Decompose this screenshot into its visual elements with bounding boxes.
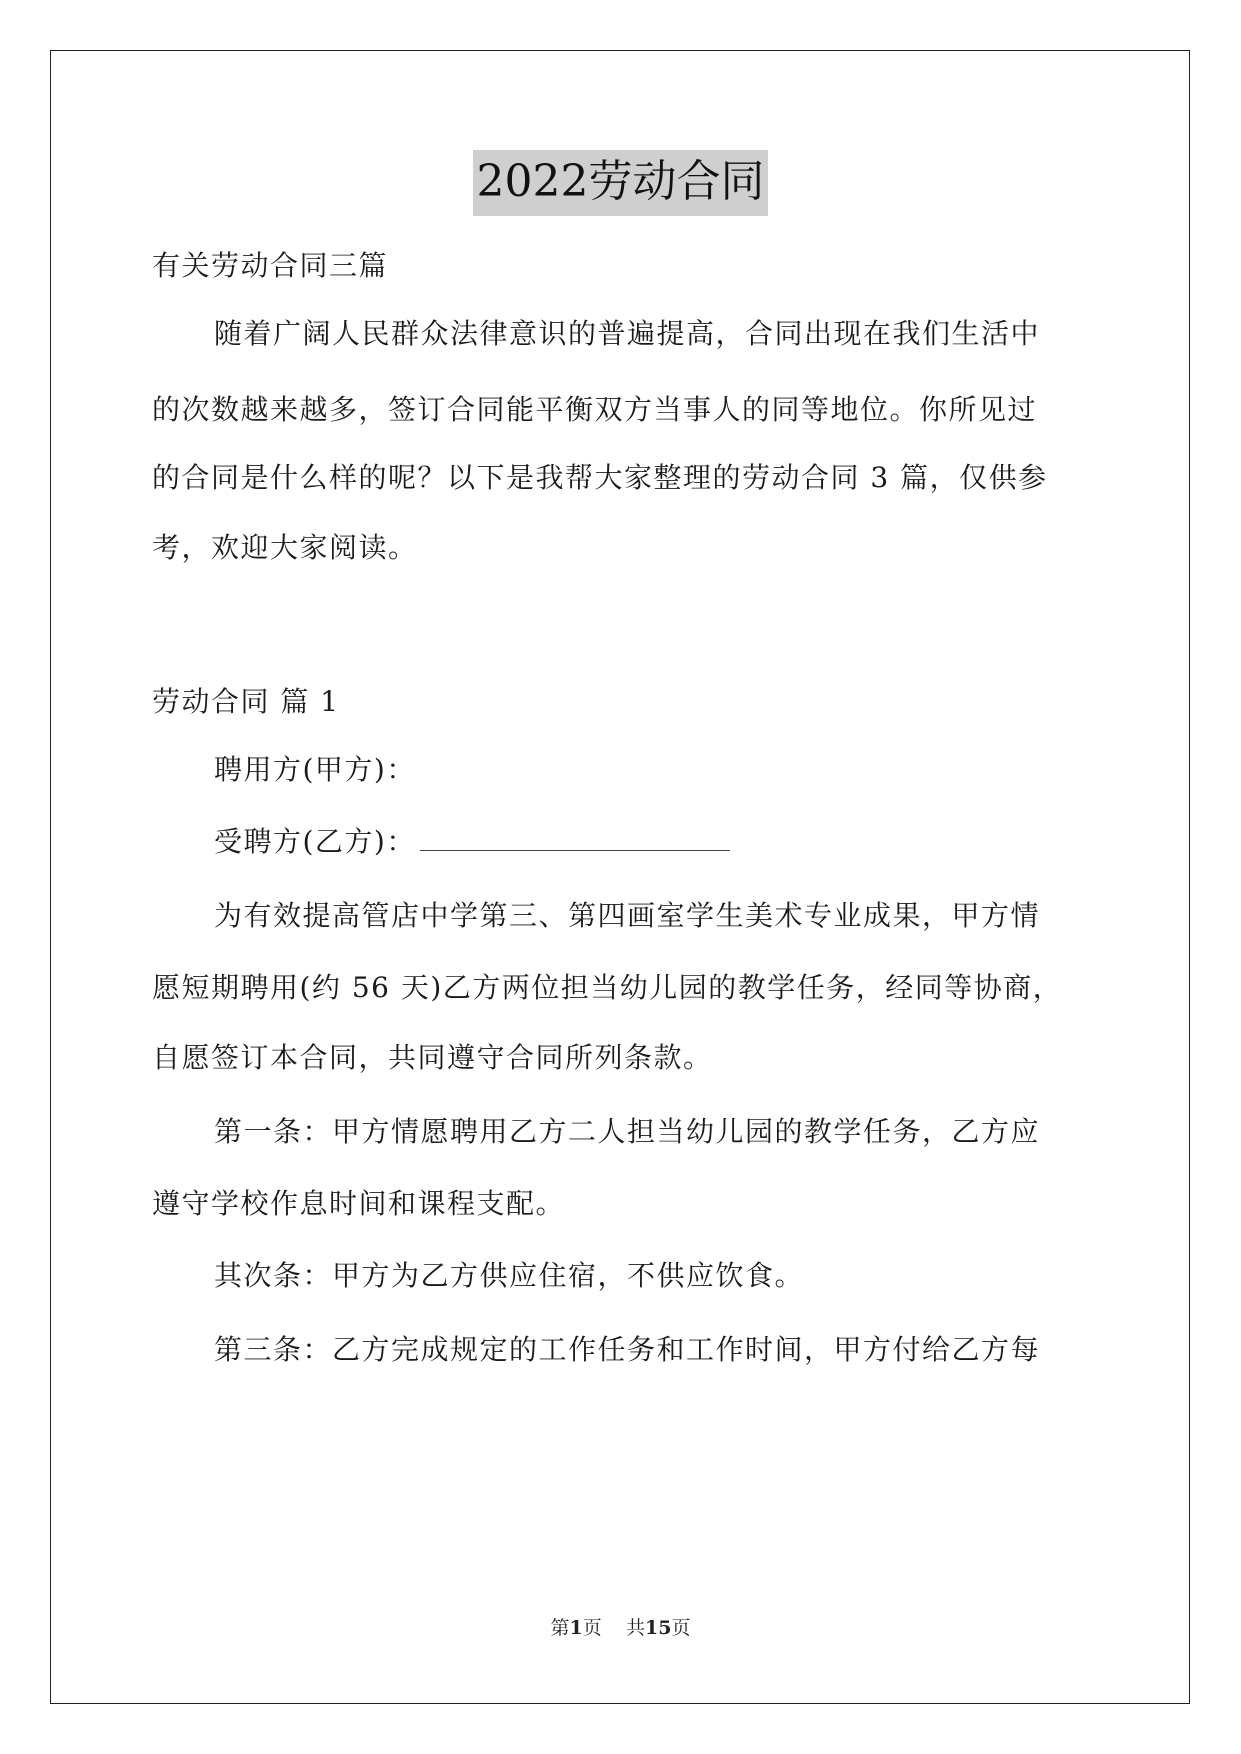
- document-title: 2022劳动合同: [473, 150, 769, 216]
- employee-line: [214, 824, 1154, 860]
- employee-label: 受聘方(乙方)：: [214, 825, 416, 858]
- intro-line-1: 随着广阔人民群众法律意识的普遍提高，合同出现在我们生活中: [214, 317, 1041, 350]
- page-footer: [0, 1613, 1241, 1640]
- footer-prefix: 第: [550, 1617, 570, 1639]
- employee-blank-field: [420, 824, 730, 851]
- intro-line-3: 的合同是什么样的呢？以下是我帮大家整理的劳动合同 3 篇，仅供参: [152, 461, 1048, 494]
- employer-label: 聘用方(甲方)：: [214, 753, 416, 786]
- footer-page-suffix: 页: [582, 1617, 602, 1639]
- footer-total-suffix: 页: [671, 1617, 691, 1639]
- body-line-2: 愿短期聘用(约 56 天)乙方两位担当幼儿园的教学任务，经同等协商，: [152, 971, 1063, 1004]
- body-line-1: 为有效提高管店中学第三、第四画室学生美术专业成果，甲方情: [214, 899, 1041, 932]
- article-1-line-1: 第一条：甲方情愿聘用乙方二人担当幼儿园的教学任务，乙方应: [214, 1115, 1041, 1148]
- section-heading: 劳动合同 篇 1: [152, 685, 340, 718]
- footer-current-page: 1: [569, 1617, 583, 1639]
- body-line-3: 自愿签订本合同，共同遵守合同所列条款。: [152, 1041, 713, 1074]
- intro-line-4: 考，欢迎大家阅读。: [152, 531, 418, 564]
- article-2-line: 其次条：甲方为乙方供应住宿，不供应饮食。: [214, 1259, 805, 1292]
- intro-line-2: 的次数越来越多，签订合同能平衡双方当事人的同等地位。你所见过: [152, 393, 1038, 426]
- document-subtitle: 有关劳动合同三篇: [152, 249, 389, 282]
- article-3-line-1: 第三条：乙方完成规定的工作任务和工作时间，甲方付给乙方每: [214, 1333, 1041, 1366]
- footer-total-prefix: 共: [625, 1617, 645, 1639]
- title-container: [0, 150, 1241, 216]
- footer-total-pages: 15: [644, 1617, 672, 1639]
- page-border: [50, 50, 1190, 1704]
- article-1-line-2: 遵守学校作息时间和课程支配。: [152, 1187, 566, 1220]
